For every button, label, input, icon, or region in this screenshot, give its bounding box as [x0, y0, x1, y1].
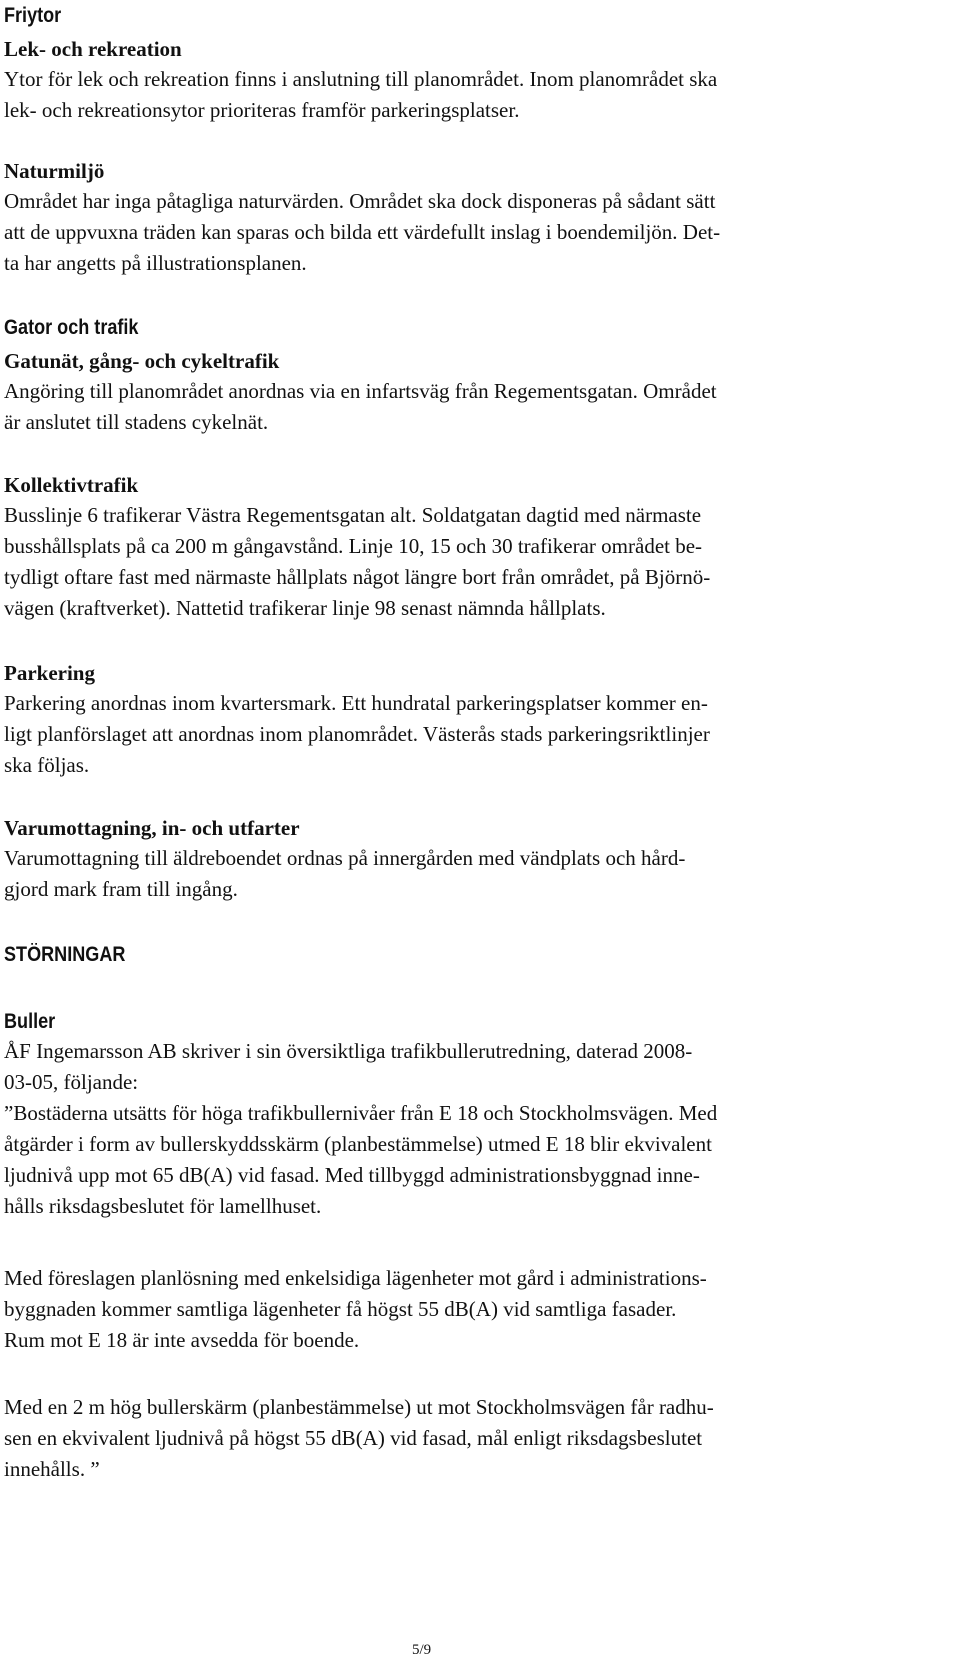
text-line: Med föreslagen planlösning med enkelsidiga lägenheter mot gård i administrations-	[4, 1266, 707, 1290]
text-line: Med en 2 m hög bullerskärm (planbestämmelse) ut mot Stockholmsvägen får radhu-	[4, 1395, 714, 1419]
paragraph-natur	[4, 186, 720, 279]
text-line: Området har inga påtagliga naturvärden. Området ska dock disponeras på sådant sätt	[4, 189, 716, 213]
paragraph-buller-quote3	[4, 1392, 714, 1485]
text-line: ”Bostäderna utsätts för höga trafikbullernivåer från E 18 och Stockholmsvägen. Med	[4, 1101, 718, 1125]
text-line: innehålls. ”	[4, 1457, 100, 1481]
text-line: Parkering anordnas inom kvartersmark. Ett hundratal parkeringsplatser kommer en-	[4, 691, 708, 715]
text-line: ÅF Ingemarsson AB skriver i sin översiktliga trafikbullerutredning, daterad 2008-	[4, 1039, 693, 1063]
text-line: hålls riksdagsbeslutet för lamellhuset.	[4, 1194, 322, 1218]
subsection-parkering	[4, 658, 710, 781]
text-line: gjord mark fram till ingång.	[4, 877, 238, 901]
paragraph-parkering	[4, 688, 710, 781]
section-gator	[4, 314, 160, 342]
subsection-varumottagning	[4, 813, 685, 905]
subheading-gatunat: Gatunät, gång- och cykeltrafik	[4, 349, 280, 373]
section-storningar	[4, 941, 145, 969]
text-line: Varumottagning till äldreboendet ordnas på innergården med vändplats och hård-	[4, 846, 686, 870]
section-heading-storningar: STÖRNINGAR	[4, 943, 126, 966]
section-heading-gator: Gator och trafik	[4, 316, 139, 339]
subsection-gatunat	[4, 346, 717, 438]
text-line: ska följas.	[4, 753, 90, 777]
text-line: vägen (kraftverket). Nattetid trafikerar linje 98 senast nämnda hållplats.	[4, 596, 606, 620]
text-line: 03-05, följande:	[4, 1070, 139, 1094]
text-line: byggnaden kommer samtliga lägenheter få högst 55 dB(A) vid samtliga fasader.	[4, 1297, 677, 1321]
text-line: Angöring till planområdet anordnas via en infartsväg från Regementsgatan. Området	[4, 379, 717, 403]
subheading-kollektiv: Kollektivtrafik	[4, 473, 139, 497]
text-line: att de uppvuxna träden kan sparas och bilda ett värdefullt inslag i boendemiljön. Det-	[4, 220, 721, 244]
paragraph-kollektiv	[4, 500, 710, 624]
text-line: ljudnivå upp mot 65 dB(A) vid fasad. Med tillbyggd administrationsbyggnad inne-	[4, 1163, 700, 1187]
subheading-buller: Buller	[4, 1010, 56, 1033]
text-line: ligt planförslaget att anordnas inom planområdet. Västerås stads parkeringsriktlinjer	[4, 722, 710, 746]
section-heading-friytor: Friytor	[4, 4, 62, 27]
subsection-kollektiv	[4, 470, 710, 624]
subheading-natur: Naturmiljö	[4, 159, 105, 183]
text-line: sen en ekvivalent ljudnivå på högst 55 dB(A) vid fasad, mål enligt riksdagsbeslutet	[4, 1426, 703, 1450]
subheading-varumottagning: Varumottagning, in- och utfarter	[4, 816, 300, 840]
paragraph-buller-quote2	[4, 1263, 707, 1356]
text-line: Rum mot E 18 är inte avsedda för boende.	[4, 1328, 360, 1352]
text-line: ta har angetts på illustrationsplanen.	[4, 251, 307, 275]
subheading-parkering: Parkering	[4, 661, 95, 685]
subheading-lek: Lek- och rekreation	[4, 37, 182, 61]
subsection-buller	[4, 1008, 717, 1222]
paragraph-varumottagning	[4, 843, 685, 905]
subsection-natur	[4, 156, 720, 279]
text-line: åtgärder i form av bullerskyddsskärm (planbestämmelse) utmed E 18 blir ekvivalent	[4, 1132, 712, 1156]
paragraph-gatunat	[4, 376, 717, 438]
text-line: lek- och rekreationsytor prioriteras framför parkeringsplatser.	[4, 98, 520, 122]
text-line: tydligt oftare fast med närmaste hållplats något längre bort från området, på Björnö-	[4, 565, 711, 589]
paragraph-lek	[4, 64, 717, 126]
subsection-lek	[4, 34, 717, 126]
paragraph-buller-intro	[4, 1036, 717, 1222]
page-number: 5/9	[412, 1642, 432, 1658]
text-line: är anslutet till stadens cykelnät.	[4, 410, 269, 434]
section-friytor	[4, 2, 71, 30]
text-line: busshållsplats på ca 200 m gångavstånd. Linje 10, 15 och 30 trafikerar området be-	[4, 534, 703, 558]
text-line: Busslinje 6 trafikerar Västra Regementsgatan alt. Soldatgatan dagtid med närmaste	[4, 503, 702, 527]
text-line: Ytor för lek och rekreation finns i anslutning till planområdet. Inom planområdet ska	[4, 67, 718, 91]
